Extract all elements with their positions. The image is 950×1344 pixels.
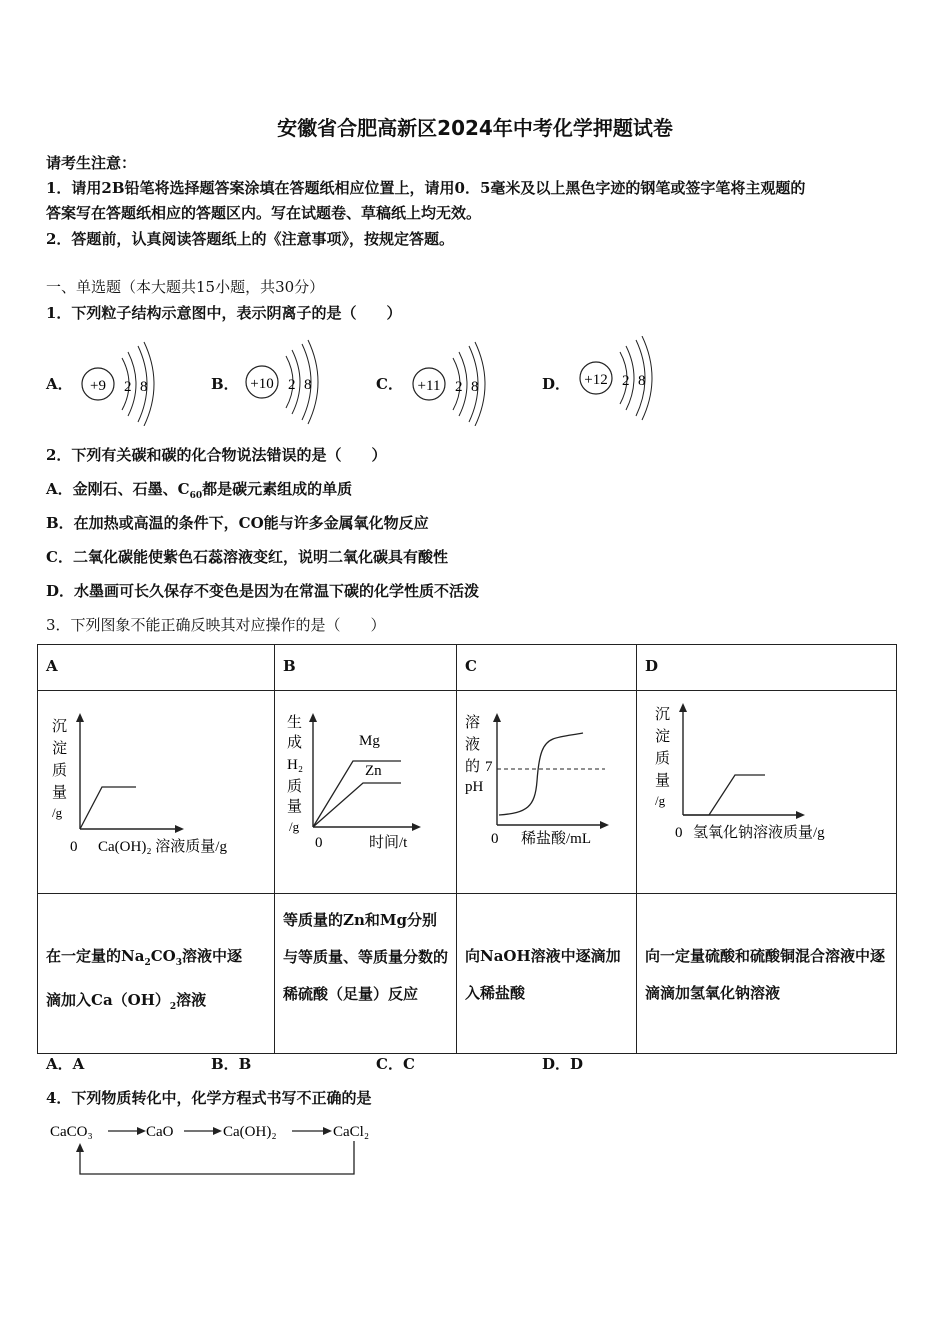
q3-graph-c-cell	[457, 691, 637, 894]
svg-text:的: 的	[465, 759, 481, 775]
q1-option-label-a: A．	[46, 375, 73, 393]
svg-text:稀盐酸/mL: 稀盐酸/mL	[521, 831, 591, 847]
atom-diagram-d	[576, 336, 666, 426]
svg-text:8: 8	[140, 379, 148, 395]
notice-line-2: 2．答题前，认真阅读答题纸上的《注意事项》，按规定答题。	[46, 230, 454, 248]
notice-heading: 请考生注意：	[46, 154, 137, 172]
svg-text:淀: 淀	[52, 741, 68, 757]
q3-graph-d-cell	[637, 691, 897, 894]
atom-diagram-b	[242, 336, 332, 426]
q3-header-d: D	[637, 645, 897, 691]
q3-graph-b-cell	[275, 691, 457, 894]
svg-text:2: 2	[288, 377, 296, 393]
svg-text:+10: +10	[250, 376, 274, 392]
svg-text:/g: /g	[655, 793, 666, 808]
notice-line-1a: 1．请用2B铅笔将选择题答案涂填在答题纸相应位置上，请用0．5毫米及以上黑色字迹的钢笔或签字笔将主观题的	[46, 179, 806, 197]
svg-text:8: 8	[638, 373, 646, 389]
svg-text:氢氧化钠溶液质量/g: 氢氧化钠溶液质量/g	[693, 825, 825, 841]
svg-text:Ca(OH)₂: Ca(OH)₂	[223, 1124, 277, 1140]
svg-text:量: 量	[655, 773, 671, 789]
svg-text:0: 0	[315, 835, 323, 851]
svg-text:Ca(OH)₂ 溶液质量/g: Ca(OH)₂ 溶液质量/g	[98, 839, 227, 855]
svg-text:溶: 溶	[465, 715, 481, 731]
q3-desc-d: 向一定量硫酸和硫酸铜混合溶液中逐滴滴加氢氧化钠溶液	[637, 894, 897, 1054]
svg-text:2: 2	[124, 379, 132, 395]
svg-text:沉: 沉	[655, 707, 671, 723]
q2-option-c: C．二氧化碳能使紫色石蕊溶液变红，说明二氧化碳具有酸性	[46, 548, 448, 566]
svg-text:/g: /g	[289, 819, 300, 834]
svg-text:Zn: Zn	[365, 763, 382, 779]
q3-header-a: A	[38, 645, 275, 691]
svg-text:质: 质	[655, 751, 671, 767]
q3-answer-d: D．D	[542, 1055, 584, 1073]
q3-graph-a-cell	[38, 691, 275, 894]
svg-text:8: 8	[471, 379, 479, 395]
atom-diagram-c	[409, 336, 499, 426]
svg-text:液: 液	[465, 737, 481, 753]
svg-text:0: 0	[491, 831, 499, 847]
q3-stem: 3．下列图象不能正确反映其对应操作的是（ ）	[46, 616, 386, 634]
svg-text:沉: 沉	[52, 719, 68, 735]
q3-header-b: B	[275, 645, 457, 691]
svg-text:0: 0	[70, 839, 78, 855]
q4-conversion-chain	[46, 1116, 386, 1180]
q1-option-label-d: D．	[542, 375, 571, 393]
q2-option-b: B．在加热或高温的条件下，CO能与许多金属氧化物反应	[46, 514, 429, 532]
svg-text:成: 成	[287, 735, 303, 751]
q3-desc-c: 向NaOH溶液中逐滴加入稀盐酸	[457, 894, 637, 1054]
svg-text:H₂: H₂	[287, 757, 304, 773]
graph-a	[38, 691, 275, 889]
q1-options	[44, 336, 664, 426]
svg-text:/g: /g	[52, 805, 63, 820]
q3-answer-a: A．A	[46, 1055, 85, 1073]
page-title: 安徽省合肥高新区2024年中考化学押题试卷	[277, 116, 673, 140]
svg-text:+9: +9	[90, 378, 106, 394]
q4-stem: 4．下列物质转化中，化学方程式书写不正确的是	[46, 1089, 372, 1107]
svg-text:生: 生	[287, 715, 303, 731]
svg-text:+12: +12	[584, 372, 608, 388]
q2-option-d: D．水墨画可长久保存不变色是因为在常温下碳的化学性质不活泼	[46, 582, 480, 600]
svg-text:量: 量	[287, 799, 303, 815]
q1-option-label-c: C．	[376, 375, 403, 393]
svg-text:时间/t: 时间/t	[369, 835, 408, 851]
q3-desc-b: 等质量的Zn和Mg分别与等质量、等质量分数的稀硫酸（足量）反应	[275, 894, 457, 1054]
svg-text:质: 质	[287, 779, 303, 795]
section-heading: 一、单选题（本大题共15小题，共30分）	[46, 278, 325, 296]
q3-header-c: C	[457, 645, 637, 691]
graph-d	[637, 691, 897, 889]
q3-table	[37, 644, 897, 1054]
q1-stem: 1．下列粒子结构示意图中，表示阴离子的是（ ）	[46, 304, 402, 322]
q1-option-label-b: B．	[211, 375, 239, 393]
svg-text:+11: +11	[417, 378, 441, 394]
svg-text:0: 0	[675, 825, 683, 841]
notice-line-1b: 答案写在答题纸相应的答题区内。写在试题卷、草稿纸上均无效。	[46, 204, 482, 222]
svg-text:Mg: Mg	[359, 733, 380, 749]
q3-answer-b: B．B	[211, 1055, 252, 1073]
svg-text:CaCO₃: CaCO₃	[50, 1124, 93, 1140]
graph-b	[275, 691, 457, 889]
atom-diagram-a	[78, 336, 168, 426]
svg-text:质: 质	[52, 763, 68, 779]
graph-c	[457, 691, 637, 889]
svg-text:7: 7	[485, 759, 493, 775]
svg-text:淀: 淀	[655, 729, 671, 745]
svg-text:2: 2	[622, 373, 630, 389]
svg-text:量: 量	[52, 785, 68, 801]
svg-text:8: 8	[304, 377, 312, 393]
svg-text:CaCl₂: CaCl₂	[333, 1124, 370, 1140]
q3-answer-c: C．C	[376, 1055, 415, 1073]
q3-desc-a: 在一定量的$Na_2CO_3$溶液中逐 滴加入$Ca(OH)_2$溶液	[38, 894, 275, 1054]
svg-text:2: 2	[455, 379, 463, 395]
svg-text:CaO: CaO	[146, 1124, 174, 1140]
q2-stem: 2．下列有关碳和碳的化合物说法错误的是（ ）	[46, 446, 387, 464]
svg-text:pH: pH	[465, 779, 484, 795]
q2-option-a: A．金刚石、石墨、$C_{60}$都是碳元素组成的单质	[46, 480, 353, 501]
